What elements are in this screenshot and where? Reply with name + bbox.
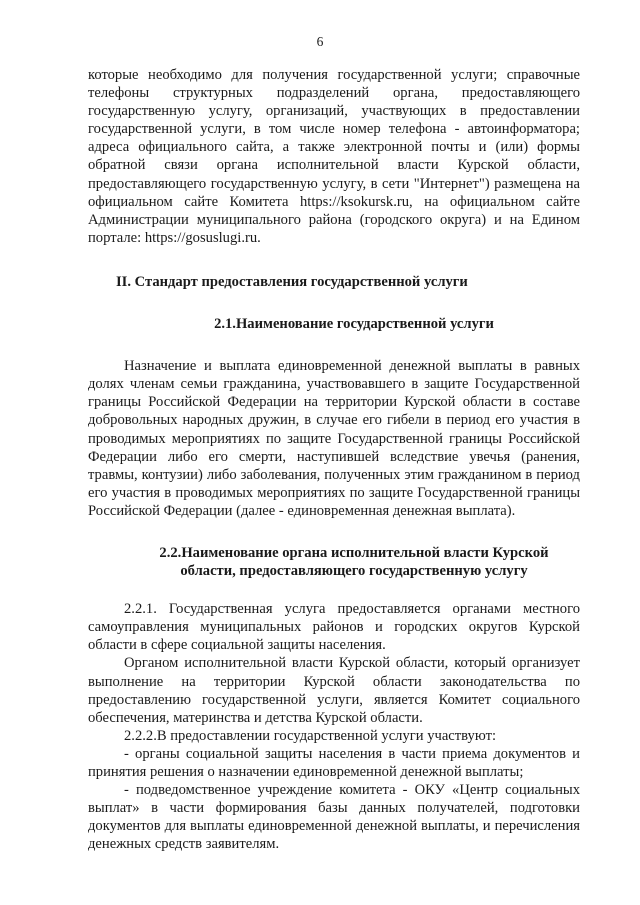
subsection-2-2-paragraph-2: Органом исполнительной власти Курской области, который организует выполнение на территории Курской области законодательства по предоставлению государственной услуги, является Комитет социального обеспечения, материнства и детства Курской области. xyxy=(88,655,580,726)
page-number: 6 xyxy=(316,34,324,49)
section-heading: II. Стандарт предоставления государственной услуги xyxy=(116,273,468,290)
subsection-2-1-heading: 2.1.Наименование государственной услуги xyxy=(214,316,494,333)
subsection-2-2-heading-line1: 2.2.Наименование органа исполнительной власти Курской xyxy=(159,544,549,561)
document-body xyxy=(88,66,580,853)
subsection-2-2-paragraph-3: 2.2.2.В предоставлении государственной услуги участвуют: xyxy=(124,727,496,744)
subsection-2-2-paragraph-4: - органы социальной защиты населения в части приема документов и принятия решения о назначении единовременной денежной выплаты; xyxy=(88,745,580,780)
subsection-2-2-heading-line2: области, предоставляющего государственную услугу xyxy=(180,563,528,580)
intro-paragraph: которые необходимо для получения государственной услуги; справочные телефоны структурных подразделений органа, предоставляющего государственную услугу, организаций, участвующих в предоставлении государственной услуги, в том числе номер телефона - автоинформатора; адреса официального сайта, а также электронной почты и (или) формы обратной связи органа исполнительной власти Курской области, предоставляющего государственную услугу, в сети "Интернет") размещена на официальном сайте Комитета https://ksokursk.ru, на официальном сайте Администрации муниципального района (городского округа) и на Едином портале: https://gosuslugi.ru. xyxy=(88,67,580,246)
subsection-2-1-text: Назначение и выплата единовременной денежной выплаты в равных долях членам семьи гражданина, участвовавшего в защите Государственной границы Российской Федерации на территории Курской области в составе добровольных народных дружин, в случае его гибели в период его участия в проводимых мероприятиях по защите Государственной границы Российской Федерации либо его смерти, наступившей вследствие увечья (ранения, травмы, контузии) либо заболевания, полученных этим гражданином в период его участия в проводимых мероприятиях по защите Государственной границы Российской Федерации (далее - единовременная денежная выплата). xyxy=(88,358,580,519)
subsection-2-2-paragraph-5: - подведомственное учреждение комитета - ОКУ «Центр социальных выплат» в части формирования базы данных получателей, подготовки документов для выплаты единовременной денежной выплаты, и перечисления денежных средств заявителям. xyxy=(88,782,580,853)
subsection-2-2-paragraph-1: 2.2.1. Государственная услуга предоставляется органами местного самоуправления муниципальных районов и городских округов Курской области в сфере социальной защиты населения. xyxy=(88,601,580,654)
subsection-2-2-heading xyxy=(88,544,580,580)
